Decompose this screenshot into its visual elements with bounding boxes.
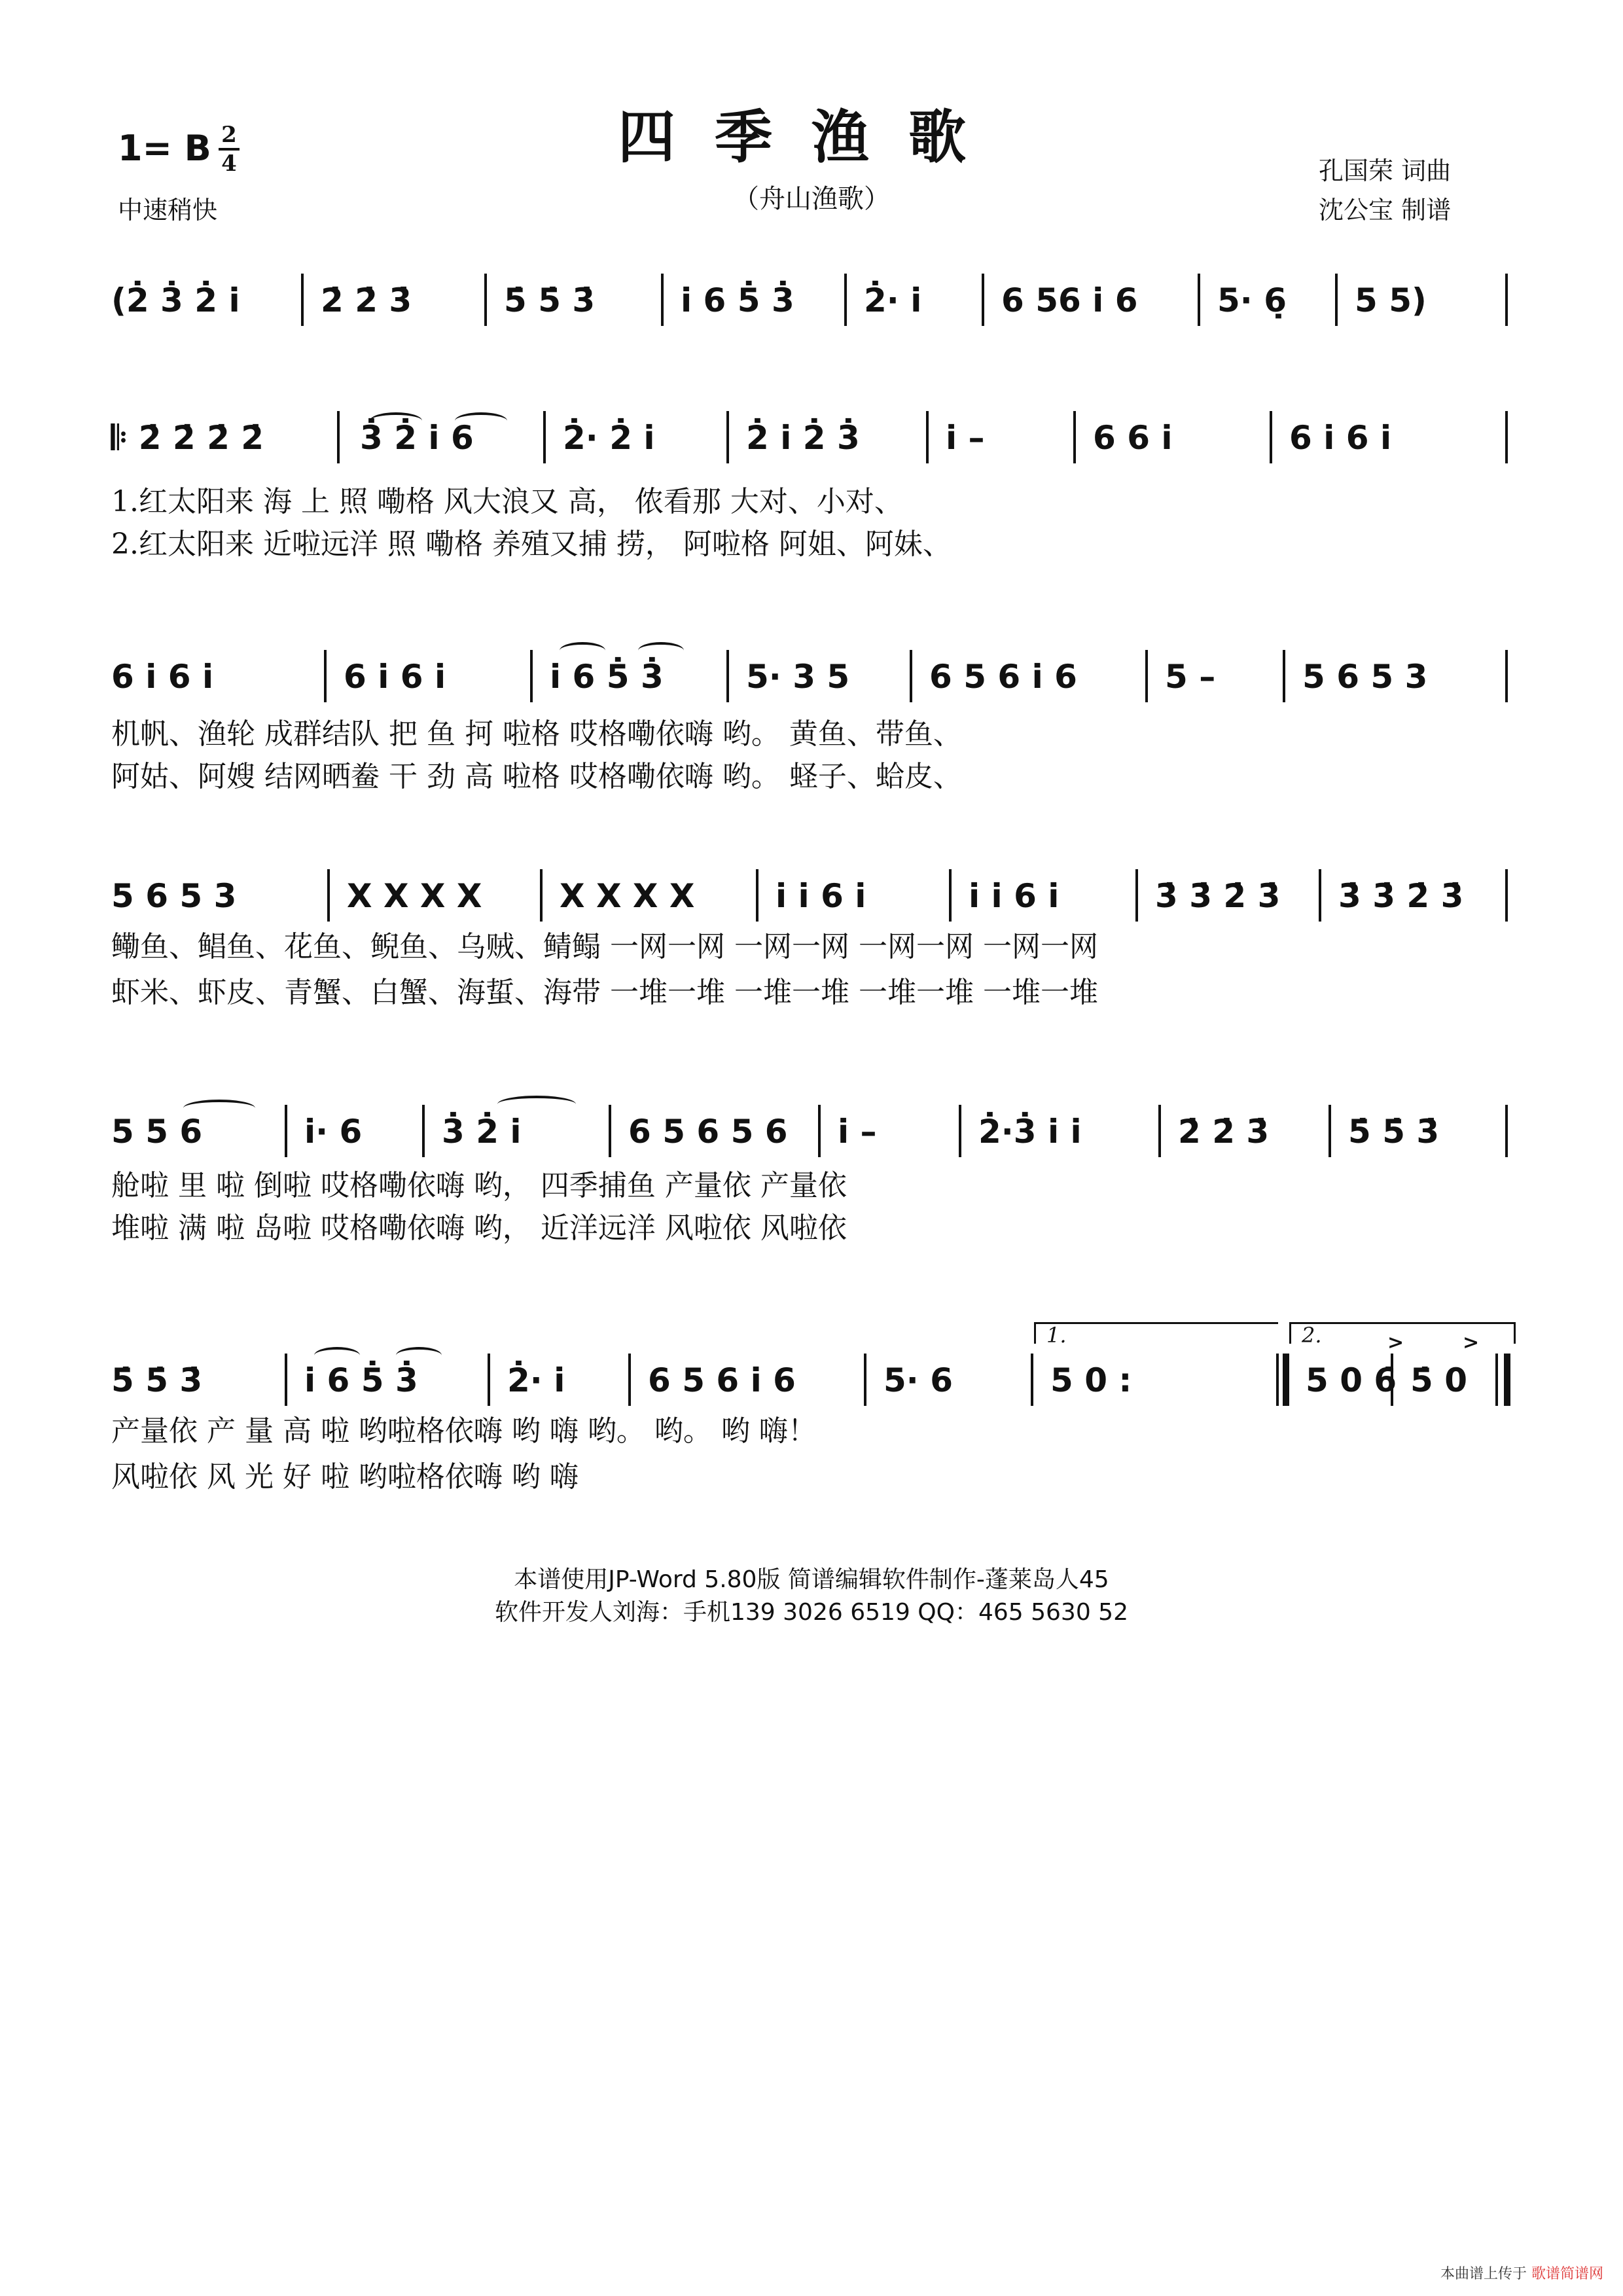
- measure: 5· 6̣: [1217, 281, 1287, 319]
- watermark-brand: 歌谱简谱网: [1531, 2266, 1603, 2282]
- song-title: 四季渔歌: [617, 103, 1005, 171]
- measure: 5· 3 5: [746, 658, 850, 696]
- measure: 6 5 6 5 6: [628, 1113, 788, 1151]
- measure: X X X X: [560, 877, 695, 915]
- slur: [560, 642, 605, 659]
- measure: 2̇ i̇ 2̇ 3̇: [746, 419, 860, 457]
- barline: [488, 1354, 490, 1406]
- time-signature-bottom: 4: [221, 151, 237, 177]
- measure: 3̇ 3̇ 2̇ 3̇: [1338, 877, 1464, 915]
- barline: [1329, 1105, 1331, 1157]
- barline: [484, 274, 487, 326]
- measure: 5̇ 5̇ 3̇: [504, 281, 596, 319]
- measure: i̇ i̇ 6 i̇: [776, 877, 866, 915]
- barline: [1276, 1354, 1279, 1406]
- barline: [661, 274, 664, 326]
- barline: [1198, 274, 1200, 326]
- measure: 2̇· i̇: [507, 1361, 565, 1399]
- barline: [1135, 869, 1138, 922]
- barline: [285, 1105, 287, 1157]
- barline: [818, 1105, 821, 1157]
- barline: [844, 274, 847, 326]
- slur: [497, 1096, 576, 1113]
- time-signature-top: 2: [221, 122, 237, 148]
- measure: 6 5 6 i̇ 6: [648, 1361, 796, 1399]
- barline: [1270, 411, 1272, 463]
- measure: 5̇ 5̇ 3̇: [1348, 1113, 1440, 1151]
- lyricist-credit: 孔国荣 词曲: [1319, 156, 1452, 185]
- measure: 3̇ 2̇ i̇: [442, 1113, 522, 1151]
- lyrics-verse-2: 风啦依 风 光 好 啦 哟啦格依嗨 哟 嗨: [111, 1460, 579, 1494]
- tempo-marking: 中速稍快: [118, 196, 218, 224]
- lyrics-verse-2: 阿姑、阿嫂 结网晒鲞 干 劲 高 啦格 哎格嘞依嗨 哟。 蛏子、蛤皮、: [111, 760, 962, 793]
- measure: 5 0 :: [1050, 1361, 1132, 1399]
- arranger-credit: 沈公宝 制谱: [1319, 196, 1452, 224]
- measure: 5 6 5 3: [1302, 658, 1428, 696]
- measure: 5̇ 5̇ 3̇: [111, 1361, 203, 1399]
- first-ending-bracket: [1034, 1322, 1278, 1348]
- measure: 2̇ 2̇ 3̇: [321, 281, 412, 319]
- watermark-text: 本曲谱上传于: [1440, 2266, 1527, 2282]
- lyrics-verse-2: 堆啦 满 啦 岛啦 哎格嘞依嗨 哟， 近洋远洋 风啦依 风啦依: [111, 1211, 847, 1245]
- barline: [1319, 869, 1321, 922]
- barline: [959, 1105, 961, 1157]
- barline: [864, 1354, 866, 1406]
- barline: [1073, 411, 1076, 463]
- accent-mark: >: [1463, 1331, 1480, 1354]
- developer-contact: 软件开发人刘海：手机139 3026 6519 QQ：465 5630 52: [495, 1599, 1128, 1626]
- measure: 5 0 6̇: [1306, 1361, 1397, 1399]
- barline: [1391, 1354, 1393, 1406]
- barline: [982, 274, 984, 326]
- measure: (2̇ 3̇ 2̇ i̇: [111, 281, 240, 319]
- measure: 2̇·3̇ i̇ i̇: [978, 1113, 1082, 1151]
- song-subtitle: （舟山渔歌）: [733, 184, 890, 214]
- barline: [1158, 1105, 1161, 1157]
- barline: [1283, 650, 1285, 702]
- measure: i̇· 6: [304, 1113, 363, 1151]
- second-ending-label: 2.: [1302, 1323, 1322, 1348]
- measure: 6 56 i̇ 6: [1001, 281, 1138, 319]
- lyrics-verse-1: 产量依 产 量 高 啦 哟啦格依嗨 哟 嗨 哟。 哟。 哟 嗨！: [111, 1414, 817, 1448]
- barline: [301, 274, 304, 326]
- measure: 5̇ 0: [1410, 1361, 1467, 1399]
- barline: [1505, 274, 1508, 326]
- lyrics-verse-2: 2.红太阳来 近啦远洋 照 嘞格 养殖又捕 捞， 阿啦格 阿姐、阿妹、: [111, 528, 952, 561]
- measure: i̇ 6 5̇ 3̇: [681, 281, 794, 319]
- accent-mark: >: [1387, 1331, 1404, 1354]
- measure: 5 6 5 3: [111, 877, 237, 915]
- measure: 5 5): [1355, 281, 1427, 319]
- slur: [638, 642, 684, 659]
- lyrics-verse-2: 虾米、虾皮、青蟹、白蟹、海蜇、海带 一堆一堆 一堆一堆 一堆一堆 一堆一堆: [111, 976, 1098, 1009]
- barline: [337, 411, 340, 463]
- key-signature: 1= B: [118, 128, 211, 169]
- measure: 3̇ 3̇ 2̇ 3̇: [1155, 877, 1281, 915]
- measure: 2̇ 2̇ 3̇: [1178, 1113, 1270, 1151]
- measure: 5 –: [1165, 658, 1216, 696]
- measure: 6 i̇ 6 i̇: [344, 658, 446, 696]
- measure: 5· 6: [883, 1361, 953, 1399]
- barline: [327, 869, 330, 922]
- barline: [910, 650, 912, 702]
- measure: 6 6 i̇: [1093, 419, 1173, 457]
- final-barline-thick: [1504, 1354, 1510, 1406]
- barline: [926, 411, 929, 463]
- repeat-end-barline: [1283, 1354, 1289, 1406]
- software-credit: 本谱使用JP-Word 5.80版 简谱编辑软件制作-蓬莱岛人45: [514, 1566, 1109, 1593]
- barline: [285, 1354, 287, 1406]
- measure: 5 5 6: [111, 1113, 203, 1151]
- barline: [756, 869, 758, 922]
- barline: [609, 1105, 611, 1157]
- measure: i̇ 6 5̇ 3̇: [550, 658, 664, 696]
- lyrics-verse-1: 鳓鱼、鲳鱼、花鱼、鲵鱼、乌贼、鲭鳎 一网一网 一网一网 一网一网 一网一网: [111, 930, 1098, 963]
- barline: [726, 411, 729, 463]
- barline: [1031, 1354, 1033, 1406]
- measure: 6 5 6 i̇ 6: [929, 658, 1077, 696]
- barline: [726, 650, 729, 702]
- staff-row-1: [111, 406, 1515, 484]
- lyrics-verse-1: 舱啦 里 啦 倒啦 哎格嘞依嗨 哟， 四季捕鱼 产量依 产量依: [111, 1169, 847, 1202]
- barline: [1505, 411, 1508, 463]
- measure: 3̇ 2̇ i̇ 6: [360, 419, 474, 457]
- barline: [1505, 650, 1508, 702]
- first-ending-label: 1.: [1046, 1323, 1067, 1348]
- final-barline: [1495, 1354, 1498, 1406]
- barline: [628, 1354, 631, 1406]
- barline: [1145, 650, 1148, 702]
- watermark: [1440, 2263, 1603, 2283]
- barline: [324, 650, 327, 702]
- barline: [530, 650, 533, 702]
- barline: [1335, 274, 1338, 326]
- measure: i̇ i̇ 6 i̇: [969, 877, 1060, 915]
- barline: [543, 411, 546, 463]
- measure: 2̇· 2̇ i̇: [563, 419, 655, 457]
- barline: [540, 869, 543, 922]
- measure: i̇ 6 5̇ 3̇: [304, 1361, 418, 1399]
- staff-row-intro: [111, 268, 1515, 347]
- measure: 6 i̇ 6 i̇: [1289, 419, 1392, 457]
- barline: [1505, 869, 1508, 922]
- barline: [1505, 1105, 1508, 1157]
- measure: i̇ –: [946, 419, 985, 457]
- measure: 6 i̇ 6 i̇: [111, 658, 214, 696]
- lyrics-verse-1: 机帆、渔轮 成群结队 把 鱼 抲 啦格 哎格嘞依嗨 哟。 黄鱼、带鱼、: [111, 717, 962, 751]
- measure: X X X X: [347, 877, 482, 915]
- barline: [949, 869, 952, 922]
- lyrics-verse-1: 1.红太阳来 海 上 照 嘞格 风大浪又 高， 侬看那 大对、小对、: [111, 485, 903, 518]
- measure: i̇ –: [838, 1113, 877, 1151]
- barline: [422, 1105, 425, 1157]
- measure: 2̇· i̇: [864, 281, 922, 319]
- measure: 𝄆 2̇ 2̇ 2̇ 2̇: [111, 419, 264, 457]
